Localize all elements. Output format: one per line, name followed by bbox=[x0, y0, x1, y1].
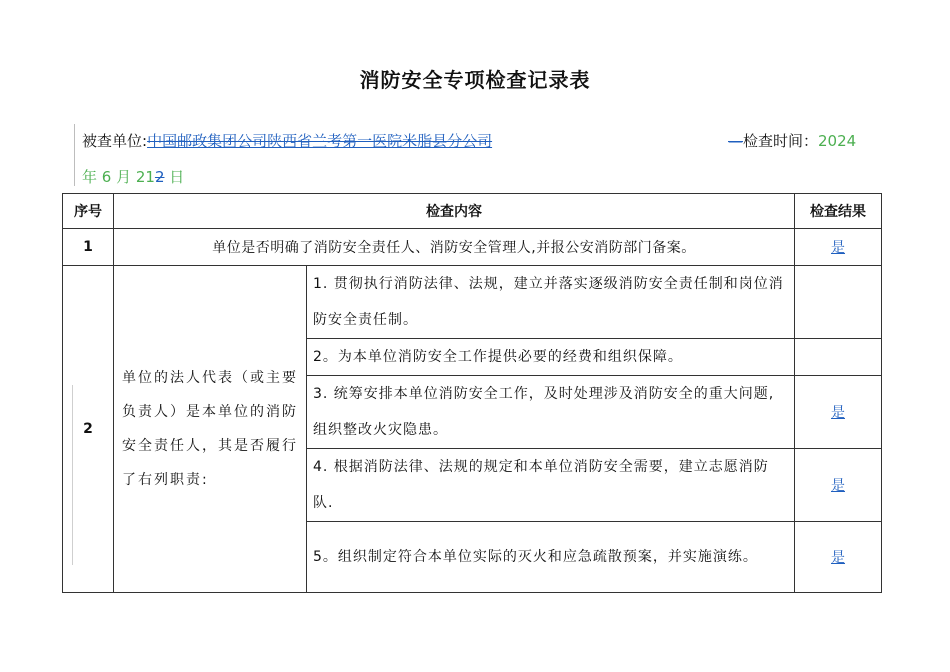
result-value: 是 bbox=[831, 478, 845, 494]
duty-result bbox=[795, 376, 882, 449]
inspection-table bbox=[62, 193, 882, 593]
header-content: 检查内容 bbox=[114, 194, 795, 229]
table-row bbox=[63, 266, 882, 339]
row-content: 单位是否明确了消防安全责任人、消防安全管理人,并报公安消防部门备案。 bbox=[114, 229, 795, 266]
inspected-unit-line bbox=[82, 130, 492, 151]
inspected-unit-label: 被查单位: bbox=[82, 132, 148, 150]
duty-result bbox=[795, 266, 882, 339]
row-seq: 1 bbox=[63, 229, 114, 266]
duty-result bbox=[795, 449, 882, 522]
result-value: 是 bbox=[831, 550, 845, 566]
duty-item: 1. 贯彻执行消防法律、法规，建立并落实逐级消防安全责任制和岗位消防安全责任制。 bbox=[307, 266, 795, 339]
header-result: 检查结果 bbox=[795, 194, 882, 229]
header-seq: 序号 bbox=[63, 194, 114, 229]
time-strike: 2 bbox=[154, 168, 165, 186]
time-rest-a: 年 6 月 21 bbox=[82, 168, 155, 186]
result-value: 是 bbox=[831, 240, 845, 256]
duty-item: 4. 根据消防法律、法规的规定和本单位消防安全需要，建立志愿消防队. bbox=[307, 449, 795, 522]
duty-result bbox=[795, 339, 882, 376]
margin-marker bbox=[72, 385, 73, 565]
inspected-unit-value: 中国邮政集团公司陕西省兰考第一医院米脂县分公司 bbox=[147, 132, 493, 150]
table-header-row bbox=[63, 194, 882, 229]
time-dash: — bbox=[728, 132, 743, 150]
time-rest-b: 日 bbox=[164, 168, 185, 186]
duty-item: 5。组织制定符合本单位实际的灭火和应急疏散预案，并实施演练。 bbox=[307, 522, 795, 593]
duty-result bbox=[795, 522, 882, 593]
inspection-time bbox=[728, 130, 856, 151]
duty-item: 3. 统筹安排本单位消防安全工作，及时处理涉及消防安全的重大问题,组织整改火灾隐患。 bbox=[307, 376, 795, 449]
time-label: 检查时间： bbox=[743, 132, 819, 150]
document-title: 消防安全专项检查记录表 bbox=[359, 68, 591, 92]
duty-item: 2。为本单位消防安全工作提供必要的经费和组织保障。 bbox=[307, 339, 795, 376]
row-result bbox=[795, 229, 882, 266]
row-description: 单位的法人代表（或主要负责人）是本单位的消防安全责任人，其是否履行了右列职责: bbox=[114, 266, 307, 593]
table-row bbox=[63, 229, 882, 266]
inspection-date-line bbox=[82, 166, 184, 187]
row-seq: 2 bbox=[63, 266, 114, 593]
time-year: 2024 bbox=[818, 132, 857, 150]
result-value: 是 bbox=[831, 405, 845, 421]
margin-marker bbox=[74, 124, 75, 186]
